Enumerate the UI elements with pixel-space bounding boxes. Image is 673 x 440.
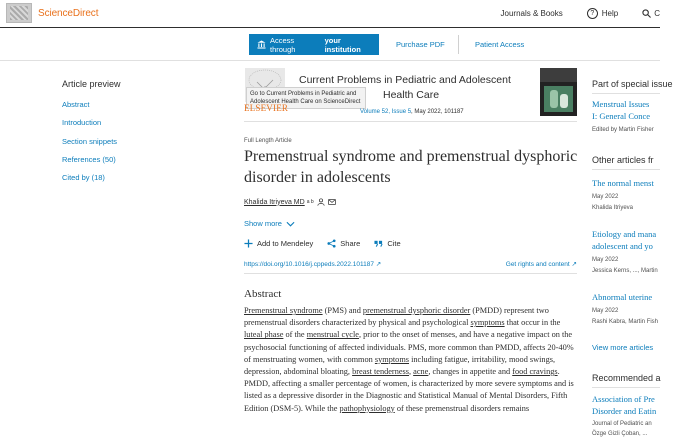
- abstract-fragment: ,: [408, 367, 414, 377]
- purchase-pdf-link[interactable]: Purchase PDF: [396, 40, 445, 49]
- other-article-2-link-line2[interactable]: adolescent and yo: [592, 241, 653, 251]
- other-article-2-date: May 2022: [592, 257, 619, 263]
- journal-date-page: , May 2022, 101187: [411, 109, 464, 115]
- special-issue-heading: Part of special issue: [592, 79, 673, 89]
- journal-title-line1: Current Problems in Pediatric and Adolescent: [299, 74, 511, 86]
- abstract-fragment: (PMS) and: [322, 306, 363, 315]
- right-sidebar: [592, 0, 673, 440]
- action-separator: [458, 35, 459, 54]
- get-rights-link[interactable]: [506, 260, 577, 268]
- journals-books-link[interactable]: [501, 9, 563, 18]
- term-link-symptoms[interactable]: symptoms: [470, 318, 505, 328]
- doi-link[interactable]: [244, 261, 381, 268]
- abstract-fragment: , changes in appetite and: [428, 367, 513, 377]
- person-icon[interactable]: [317, 198, 325, 206]
- journal-title-link[interactable]: [299, 73, 539, 103]
- external-link-icon: ↗: [571, 261, 577, 268]
- other-article-1-author: Khalida Itriyeva: [592, 205, 634, 211]
- other-article-2-link-line1[interactable]: Etiology and mana: [592, 229, 657, 239]
- term-link-luteal-phase[interactable]: luteal phase: [244, 330, 284, 340]
- article-action-bar: [0, 28, 660, 61]
- nav-introduction[interactable]: Introduction: [62, 118, 102, 128]
- show-more-label: Show more: [244, 219, 282, 228]
- nav-cited-by[interactable]: Cited by (18): [62, 173, 105, 183]
- email-icon[interactable]: [328, 198, 336, 206]
- elsevier-wordmark: ELSEVIER: [244, 103, 289, 113]
- share-icon: [327, 239, 336, 248]
- recommended-1-link-line2[interactable]: Disorder and Eatin: [592, 406, 657, 416]
- special-issue-link-line1[interactable]: Menstrual Issues: [592, 99, 650, 109]
- doi-row: [244, 260, 577, 268]
- abstract-fragment: . PMDD, affecting a smaller percentage of women, is characterized by more severe symptoms and is listed as a depressive disorder in the Diagnostic and Statistical Manual of Mental Disorders, Fifth Edition (DSM-5). While the: [244, 367, 574, 413]
- term-link-breast-tenderness[interactable]: breast tenderness: [352, 367, 409, 377]
- recommended-heading: Recommended a: [592, 373, 661, 383]
- abstract-fragment: (PMDD) represent two premenstrual disorders characterized by physical and psychological: [244, 306, 549, 328]
- other-article-3-link[interactable]: Abnormal uterine: [592, 292, 653, 302]
- term-link-pms[interactable]: Premenstrual syndrome: [244, 306, 323, 315]
- author-name-link[interactable]: Khalida Itriyeva MD: [244, 198, 305, 206]
- cite-label: Cite: [387, 239, 401, 248]
- patient-access-link[interactable]: Patient Access: [475, 40, 525, 49]
- journal-issue-meta: [360, 109, 464, 115]
- journal-volume-link[interactable]: Volume 52, Issue 5: [360, 109, 412, 115]
- share-button[interactable]: [327, 239, 360, 248]
- view-more-articles-link[interactable]: View more articles: [592, 343, 654, 352]
- other-article-1-date: May 2022: [592, 194, 619, 200]
- external-link-icon: ↗: [375, 261, 382, 268]
- show-more-button[interactable]: [244, 219, 295, 228]
- abstract-fragment: including fatigue, irritability, mood swings, depression, abdominal bloating,: [244, 354, 556, 377]
- other-article-2-author: Jessica Kerns, ..., Martin: [592, 268, 658, 274]
- chevron-down-icon: [286, 221, 295, 227]
- access-through-institution-button[interactable]: [249, 34, 379, 55]
- add-to-mendeley-label: Add to Mendeley: [257, 239, 314, 248]
- access-bold-label: your institution: [324, 35, 361, 54]
- recommended-1-link-line1[interactable]: Association of Pre: [592, 394, 655, 404]
- sidebar-divider: [592, 169, 660, 170]
- nav-abstract[interactable]: Abstract: [62, 100, 90, 109]
- term-link-menstrual-cycle[interactable]: menstrual cycle: [306, 330, 359, 340]
- nav-section-snippets[interactable]: Section snippets: [62, 136, 118, 146]
- article-preview-heading: Article preview: [62, 79, 121, 89]
- recommended-1-journal: Journal of Pediatric an: [592, 421, 652, 427]
- abstract-fragment: , prior to the onset of menses, and have a negative impact on the psychosocial functioning of affected individuals. PMS, more common than PMDD, affects 20-40% of menstruating women, with common: [244, 330, 574, 364]
- abstract-text: [244, 305, 580, 415]
- term-link-acne[interactable]: acne: [413, 367, 429, 377]
- term-link-food-cravings[interactable]: food cravings: [512, 367, 558, 377]
- author-row: [244, 198, 336, 206]
- article-title: Premenstrual syndrome and premenstrual dysphoric disorder in adolescents: [244, 148, 578, 186]
- sidebar-divider: [592, 93, 660, 94]
- share-label: Share: [340, 239, 361, 248]
- article-preview-nav: [62, 96, 117, 187]
- other-article-1-link[interactable]: The normal menst: [592, 178, 654, 188]
- get-rights-label: Get rights and content: [505, 261, 570, 268]
- author-affiliation-sup[interactable]: a b: [306, 199, 314, 205]
- sidebar-divider: [592, 387, 660, 388]
- search-label-partial: C: [654, 9, 660, 18]
- abstract-heading: Abstract: [244, 288, 282, 300]
- help-label: Help: [601, 9, 619, 18]
- nav-references[interactable]: References (50): [62, 154, 116, 164]
- other-articles-heading: Other articles fr: [592, 155, 654, 165]
- journal-title-line2: Health Care: [383, 89, 440, 101]
- sciencedirect-home-link[interactable]: [6, 3, 98, 23]
- doi-divider: [244, 273, 577, 274]
- add-to-mendeley-button[interactable]: [244, 239, 313, 248]
- term-link-pathophysiology[interactable]: pathophysiology: [339, 403, 395, 413]
- doi-text: https://doi.org/10.1016/j.cppeds.2022.101187: [244, 261, 374, 268]
- abstract-fragment: that occur in the: [504, 318, 561, 328]
- article-type-label: Full Length Article: [244, 138, 292, 144]
- elsevier-tree-logo: [6, 3, 32, 23]
- abstract-fragment: of the: [283, 330, 307, 340]
- special-issue-link-line2[interactable]: I: General Conce: [592, 111, 651, 121]
- quote-icon: [374, 239, 383, 248]
- help-icon: ?: [587, 8, 598, 19]
- journal-tooltip: Go to Current Problems in Pediatric and Adolescent Health Care on ScienceDirect: [246, 87, 366, 109]
- article-tools: [244, 239, 415, 248]
- sciencedirect-wordmark: ScienceDirect: [38, 7, 99, 19]
- other-article-3-date: May 2022: [592, 308, 619, 314]
- institution-icon: [257, 40, 266, 49]
- journal-cover-image[interactable]: [540, 68, 577, 116]
- term-link-pmdd[interactable]: premenstrual dysphoric disorder: [362, 306, 471, 315]
- term-link-symptoms-2[interactable]: symptoms: [374, 354, 410, 364]
- header-divider: [244, 121, 577, 122]
- journals-books-label: Journals & Books: [500, 9, 563, 18]
- plus-icon: [244, 239, 253, 248]
- cite-button[interactable]: [374, 239, 400, 248]
- recommended-1-author: Özge Gizli Çoban, ...: [592, 431, 648, 437]
- access-prefix-label: Access through: [270, 35, 296, 54]
- top-navigation-bar: [0, 0, 660, 28]
- other-article-3-author: Rashi Kabra, Martin Fish: [592, 319, 659, 325]
- abstract-fragment: of these premenstrual disorders remains: [394, 403, 530, 413]
- special-issue-editor: Edited by Martin Fisher: [592, 127, 654, 133]
